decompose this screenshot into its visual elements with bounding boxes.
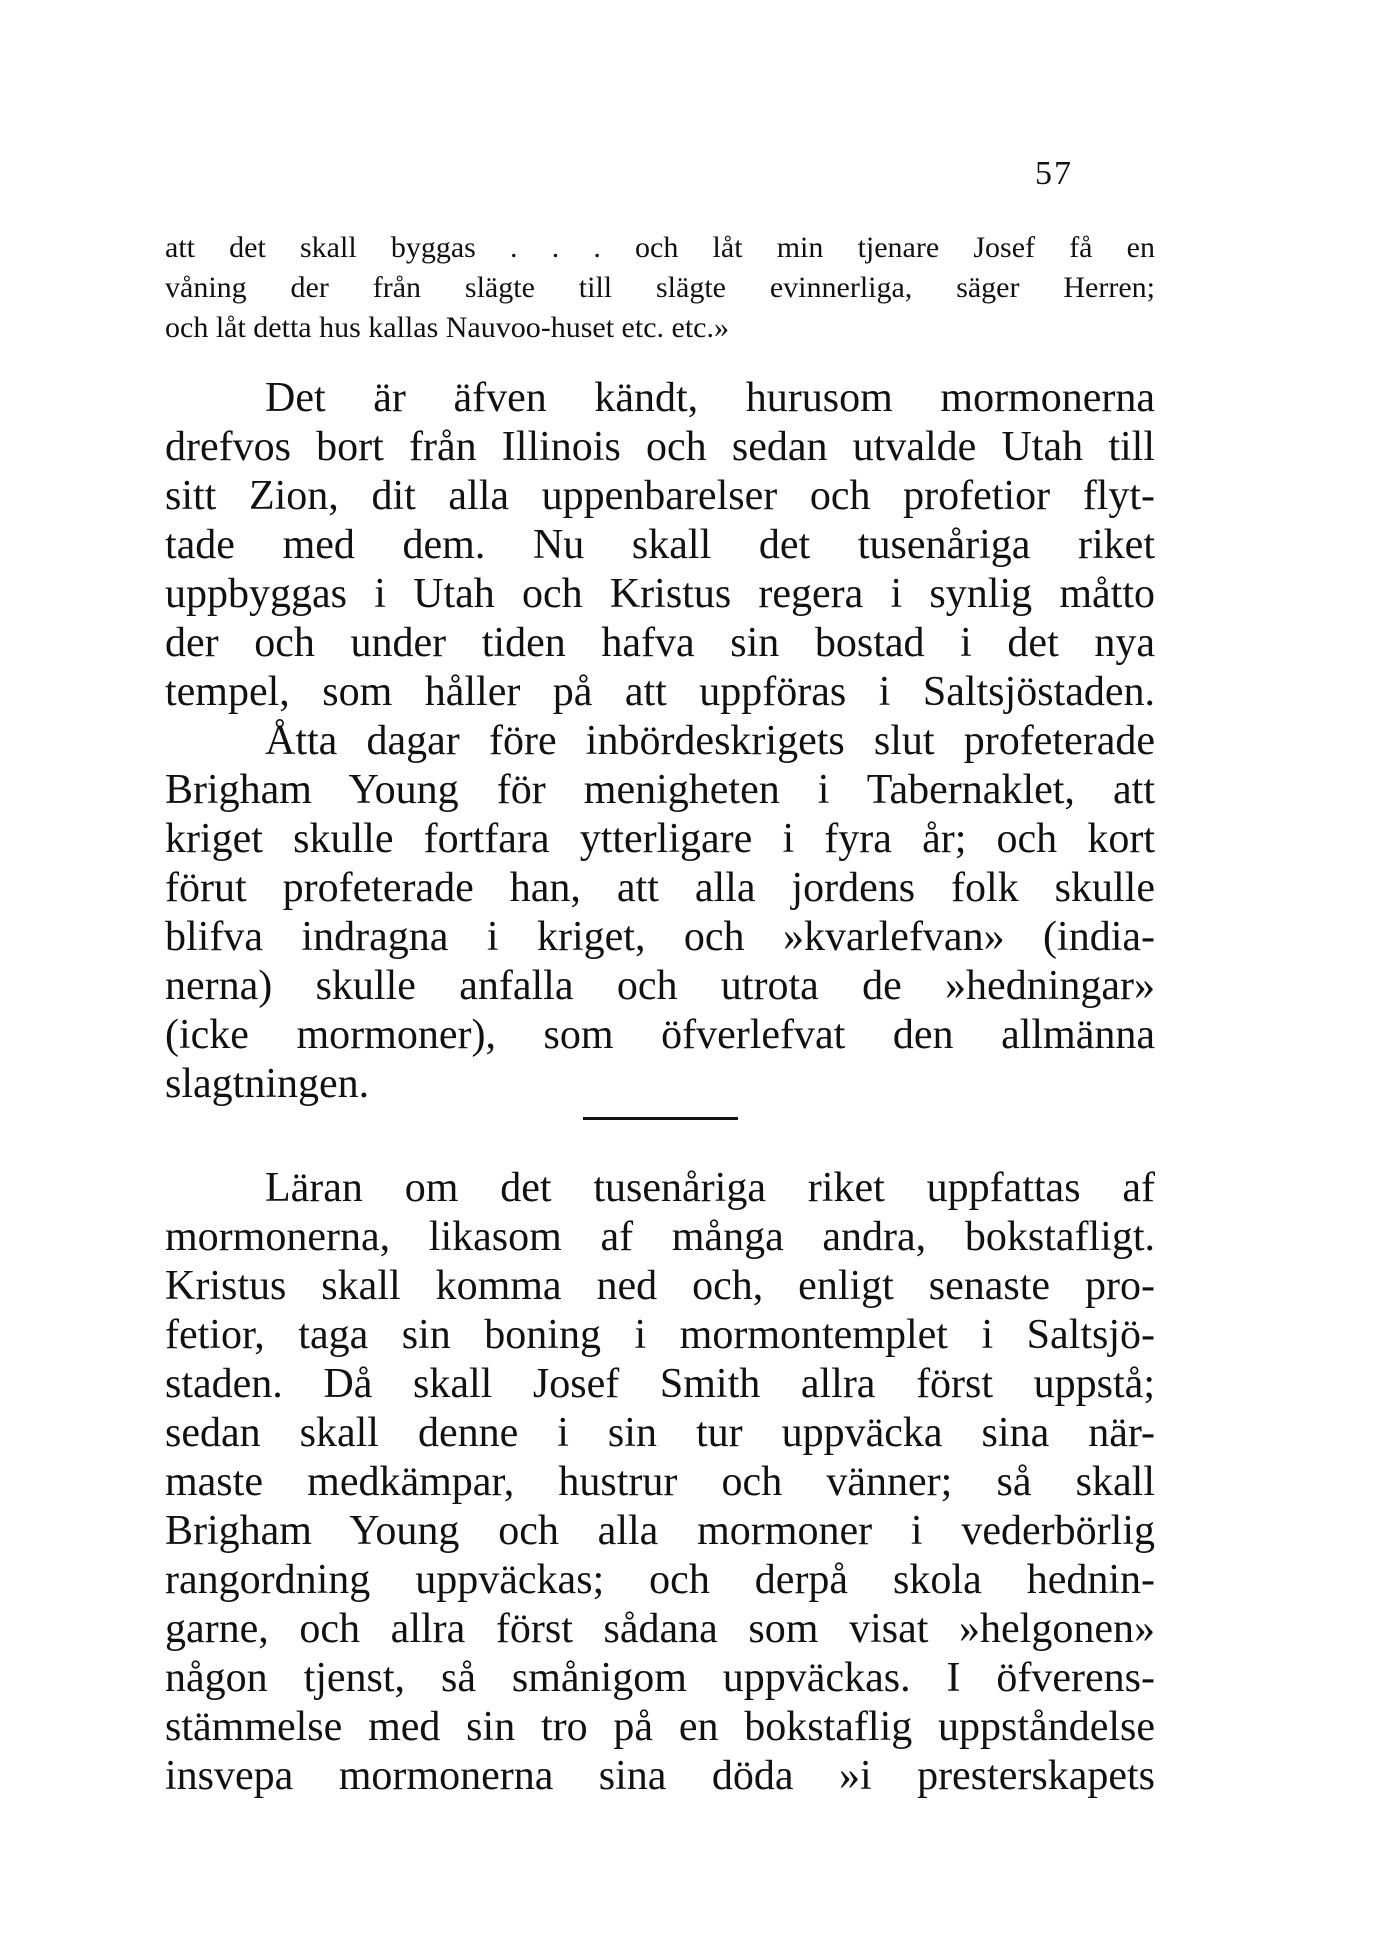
text-line: maste medkämpar, hustrur och vänner; så skall	[165, 1459, 1155, 1505]
text-line: slagtningen.	[165, 1061, 370, 1107]
text-line: staden. Då skall Josef Smith allra först uppstå;	[165, 1361, 1155, 1407]
text-line: Kristus skall komma ned och, enligt senaste pro-	[165, 1263, 1155, 1309]
text-line: uppbyggas i Utah och Kristus regera i synlig måtto	[165, 571, 1155, 617]
text-line: någon tjenst, så smånigom uppväckas. I öfverens-	[165, 1655, 1155, 1701]
text-line: fetior, taga sin boning i mormontemplet i Saltsjö-	[165, 1312, 1155, 1358]
text-line: (icke mormoner), som öfverlefvat den allmänna	[165, 1012, 1155, 1058]
text-line: Det är äfven kändt, hurusom mormonerna	[265, 375, 1155, 421]
text-line: der och under tiden hafva sin bostad i det nya	[165, 620, 1155, 666]
text-line: tade med dem. Nu skall det tusenåriga riket	[165, 522, 1155, 568]
quote-line: och låt detta hus kallas Nauvoo-huset etc. etc.»	[165, 311, 729, 344]
page-number: 57	[1035, 155, 1073, 192]
text-line: Brigham Young och alla mormoner i vederbörlig	[165, 1508, 1155, 1554]
text-line: mormonerna, likasom af många andra, bokstafligt.	[165, 1214, 1155, 1260]
text-line: kriget skulle fortfara ytterligare i fyra år; och kort	[165, 816, 1155, 862]
text-line: garne, och allra först sådana som visat »helgonen»	[165, 1606, 1155, 1652]
text-line: stämmelse med sin tro på en bokstaflig uppståndelse	[165, 1704, 1155, 1750]
text-line: sitt Zion, dit alla uppenbarelser och profetior flyt-	[165, 473, 1155, 519]
text-line: blifva indragna i kriget, och »kvarlefvan» (india-	[165, 914, 1155, 960]
text-line: Åtta dagar före inbördeskrigets slut profeterade	[265, 718, 1155, 764]
text-line: rangordning uppväckas; och derpå skola hednin-	[165, 1557, 1155, 1603]
text-line: Läran om det tusenåriga riket uppfattas af	[265, 1165, 1155, 1211]
text-line: Brigham Young för menigheten i Tabernaklet, att	[165, 767, 1155, 813]
text-line: nerna) skulle anfalla och utrota de »hedningar»	[165, 963, 1155, 1009]
quote-line: att det skall byggas . . . och låt min tjenare Josef få en	[165, 231, 1155, 264]
text-line: sedan skall denne i sin tur uppväcka sina när-	[165, 1410, 1155, 1456]
quote-line: våning der från slägte till slägte evinnerliga, säger Herren;	[165, 271, 1155, 304]
text-line: tempel, som håller på att uppföras i Saltsjöstaden.	[165, 669, 1155, 715]
text-line: insvepa mormonerna sina döda »i presterskapets	[165, 1753, 1155, 1799]
section-divider	[583, 1117, 738, 1120]
text-line: förut profeterade han, att alla jordens folk skulle	[165, 865, 1155, 911]
text-line: drefvos bort från Illinois och sedan utvalde Utah till	[165, 424, 1155, 470]
